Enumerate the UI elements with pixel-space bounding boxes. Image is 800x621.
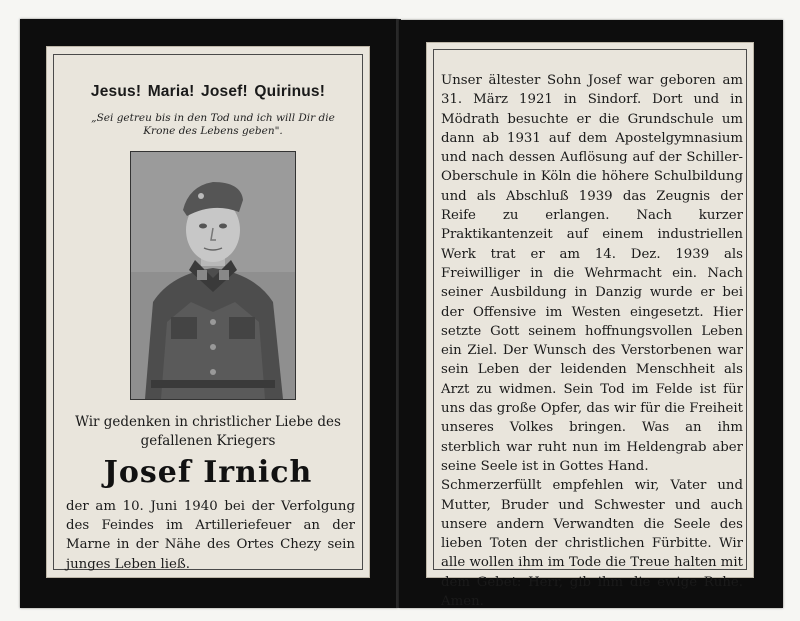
- biography-block: [441, 71, 743, 611]
- right-panel: [426, 42, 754, 610]
- deceased-name: Josef Irnich: [103, 455, 313, 490]
- death-circumstances-text: der am 10. Juni 1940 bei der Verfolgung des Feindes im Artilleriefeuer an der Marne in der Nähe des Ortes Chezy sein junges Leben ließ.: [66, 499, 355, 572]
- invocation-heading: Jesus! Maria! Josef! Quirinus!: [90, 83, 326, 100]
- right-card-page: [399, 20, 783, 608]
- commemoration-text: Wir gedenken in christlicher Liebe des gefallenen Kriegers: [75, 414, 341, 449]
- left-card-page: [20, 19, 398, 608]
- closing-prayer-text: Schmerzerfüllt empfehlen wir, Vater und Mutter, Bruder und Schwester und auch unsere andern Verwandten die Seele des lieben Toten der christlichen Fürbitte. Wir alle wollen ihm im Tode die Treue halten mit dem Gebet: Herr, gib ihm die ewige Ruhe. Amen.: [441, 478, 743, 610]
- soldier-portrait-photo: [130, 151, 296, 400]
- left-panel: [46, 46, 370, 578]
- biography-text: Unser ältester Sohn Josef war geboren am 31. März 1921 in Sindorf. Dort und in Mödrath besuchte er die Grundschule um dann ab 1931 auf dem Apostelgymnasium und nach dessen Auflösung auf der Schiller-Oberschule in Köln die höhere Schulbildung und als Abschluß 1939 das Zeugnis der Reife zu erlangen. Nach kurzer Praktikantenzeit auf einem industriellen Werk trat er am 14. Dez. 1939 als Freiwilliger in die Wehrmacht ein. Nach seiner Ausbildung in Danzig wurde er bei der Offensive im Westen eingesetzt. Hier setzte Gott seinem hoffnungsvollen Leben ein Ziel. Der Wunsch des Verstorbenen war sein Leben der leidenden Menschheit als Arzt zu widmen. Sein Tod im Felde ist für uns das große Opfer, das wir für die Freiheit unseres Volkes bringen. Was an ihm sterblich war ruht nun im Heldengrab aber seine Seele ist in Gottes Hand.: [441, 73, 743, 474]
- bible-motto: „Sei getreu bis in den Tod und ich will Dir die Krone des Lebens geben".: [91, 112, 335, 137]
